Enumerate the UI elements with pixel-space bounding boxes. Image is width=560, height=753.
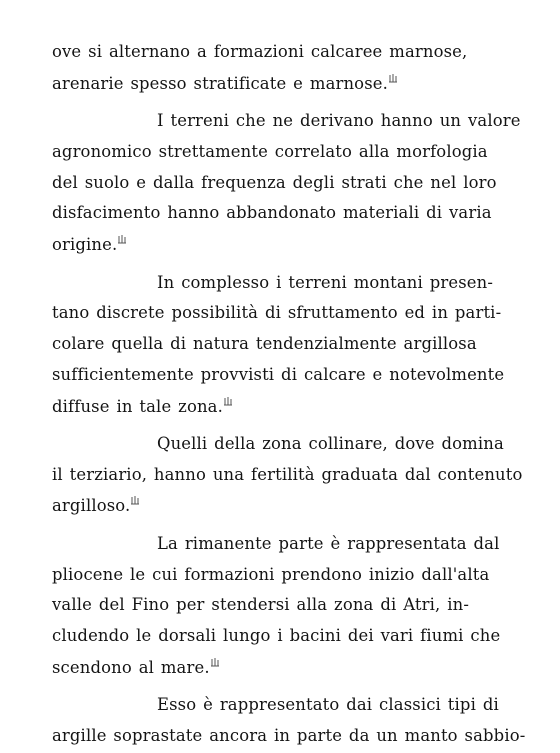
- text-line-22: [52, 726, 526, 746]
- line-text: La rimanente parte è rappresentata dal: [157, 534, 500, 553]
- line-text: ove si alternano a formazioni calcaree marnose,: [52, 42, 468, 61]
- text-line-13: [157, 434, 522, 454]
- line-text: il terziario, hanno una fertilità graduata dal contenuto: [52, 465, 523, 484]
- text-line-16: [157, 534, 522, 554]
- line-text: disfacimento hanno abbandonato materiali di varia: [52, 203, 492, 222]
- line-text: argilloso.: [52, 496, 131, 515]
- text-line-7: [52, 234, 522, 255]
- text-line-21: [157, 695, 522, 715]
- correction-mark-icon: [118, 234, 126, 244]
- text-line-4: [52, 142, 522, 162]
- text-line-2: [52, 73, 522, 94]
- correction-mark-icon: [389, 73, 397, 83]
- line-text: tano discrete possibilità di sfruttamento ed in parti-: [52, 303, 502, 322]
- line-text: valle del Fino per stendersi alla zona di Atri, in-: [52, 595, 470, 614]
- line-text: pliocene le cui formazioni prendono inizio dall'alta: [52, 565, 490, 584]
- line-text: Quelli della zona collinare, dove domina: [157, 434, 504, 453]
- text-line-10: [52, 334, 522, 354]
- text-line-5: [52, 173, 522, 193]
- text-line-12: [52, 396, 522, 417]
- line-text: I terreni che ne derivano hanno un valore: [157, 111, 521, 130]
- text-line-9: [52, 303, 522, 323]
- line-text: diffuse in tale zona.: [52, 397, 223, 416]
- correction-mark-icon: [211, 657, 219, 667]
- line-text: cludendo le dorsali lungo i bacini dei vari fiumi che: [52, 626, 501, 645]
- line-text: argille soprastate ancora in parte da un manto sabbio-: [52, 726, 526, 745]
- text-line-19: [52, 626, 522, 646]
- text-line-15: [52, 495, 522, 516]
- line-text: sufficientemente provvisti di calcare e notevolmente: [52, 365, 505, 384]
- text-line-6: [52, 203, 522, 223]
- line-text: del suolo e dalla frequenza degli strati che nel loro: [52, 173, 497, 192]
- text-line-14: [52, 465, 522, 485]
- line-text: agronomico strettamente correlato alla morfologia: [52, 142, 488, 161]
- text-line-11: [52, 365, 522, 385]
- correction-mark-icon: [131, 495, 139, 505]
- line-text: Esso è rappresentato dai classici tipi di: [157, 695, 499, 714]
- text-line-17: [52, 565, 522, 585]
- text-line-1: [52, 42, 522, 62]
- text-line-8: [157, 273, 522, 293]
- correction-mark-icon: [224, 396, 232, 406]
- line-text: scendono al mare.: [52, 658, 210, 677]
- text-line-3: [157, 111, 522, 131]
- text-line-20: [52, 657, 522, 678]
- line-text: arenarie spesso stratificate e marnose.: [52, 74, 388, 93]
- line-text: origine.: [52, 235, 118, 254]
- text-line-18: [52, 595, 522, 615]
- line-text: In complesso i terreni montani presen-: [157, 273, 494, 292]
- line-text: colare quella di natura tendenzialmente argillosa: [52, 334, 477, 353]
